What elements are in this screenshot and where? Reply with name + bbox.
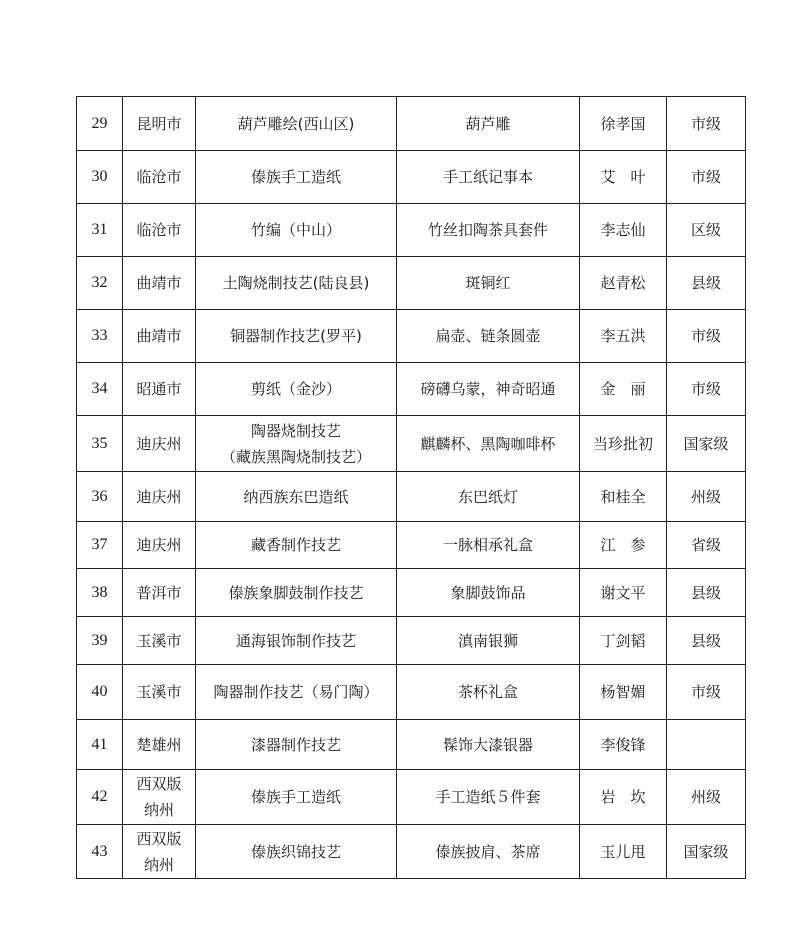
row-number-cell: 33 — [77, 310, 123, 363]
row-number-cell: 38 — [77, 569, 123, 617]
row-number-cell: 41 — [77, 720, 123, 770]
city-cell: 迪庆州 — [123, 416, 196, 472]
table-row — [77, 363, 746, 416]
row-number-cell: 31 — [77, 204, 123, 257]
row-number-cell: 35 — [77, 416, 123, 472]
table-row — [77, 720, 746, 770]
table-row — [77, 665, 746, 720]
heritage-item-cell — [196, 522, 397, 569]
level-cell: 县级 — [667, 569, 746, 617]
level-cell: 省级 — [667, 522, 746, 569]
city-cell — [123, 770, 196, 825]
level-cell: 国家级 — [667, 416, 746, 472]
inheritor-cell: 李五洪 — [580, 310, 667, 363]
heritage-item-cell — [196, 97, 397, 151]
level-cell: 州级 — [667, 472, 746, 522]
heritage-item-cell-line: 剪纸（金沙） — [250, 380, 341, 398]
inheritor-cell: 玉儿甩 — [580, 825, 667, 879]
inheritor-cell: 徐孝国 — [580, 97, 667, 151]
level-cell: 县级 — [667, 257, 746, 310]
heritage-item-cell-line: 葫芦雕绘(西山区) — [237, 114, 355, 133]
heritage-item-cell — [196, 720, 397, 770]
table-row — [77, 472, 746, 522]
heritage-item-cell — [196, 310, 397, 363]
row-number-cell: 30 — [77, 151, 123, 204]
city-cell: 曲靖市 — [123, 257, 196, 310]
product-cell: 磅礴乌蒙，神奇昭通 — [397, 363, 580, 416]
city-cell: 昭通市 — [123, 363, 196, 416]
row-number-cell: 34 — [77, 363, 123, 416]
inheritor-cell: 丁剑韬 — [580, 617, 667, 665]
heritage-item-cell-line: 陶器制作技艺（易门陶） — [213, 683, 379, 701]
level-cell: 区级 — [667, 204, 746, 257]
row-number-cell: 36 — [77, 472, 123, 522]
product-cell: 茶杯礼盒 — [397, 665, 580, 720]
level-cell: 国家级 — [667, 825, 746, 879]
heritage-item-cell-line: 傣族织锦技艺 — [250, 842, 341, 861]
row-number-cell: 39 — [77, 617, 123, 665]
product-cell: 象脚鼓饰品 — [397, 569, 580, 617]
table-row — [77, 310, 746, 363]
inheritor-cell: 李志仙 — [580, 204, 667, 257]
product-cell: 葫芦雕 — [397, 97, 580, 151]
city-cell: 昆明市 — [123, 97, 196, 151]
level-cell: 市级 — [667, 310, 746, 363]
inheritor-cell: 艾 叶 — [580, 151, 667, 204]
heritage-item-cell-line: 竹编（中山） — [250, 221, 341, 239]
city-cell-line: 西双版 — [136, 829, 182, 848]
city-cell: 曲靖市 — [123, 310, 196, 363]
heritage-item-cell-line: 傣族手工造纸 — [250, 788, 341, 806]
heritage-item-cell-line: 傣族手工造纸 — [250, 168, 341, 186]
product-cell: 扁壶、链条圆壶 — [397, 310, 580, 363]
inheritor-cell: 谢文平 — [580, 569, 667, 617]
city-cell — [123, 825, 196, 879]
level-cell — [667, 720, 746, 770]
table-row — [77, 416, 746, 472]
level-cell: 市级 — [667, 151, 746, 204]
city-cell-line: 纳州 — [143, 855, 174, 874]
row-number-cell: 29 — [77, 97, 123, 151]
table-row — [77, 257, 746, 310]
city-cell-line: 西双版 — [136, 775, 182, 793]
heritage-item-cell — [196, 204, 397, 257]
product-cell: 傣族披肩、茶席 — [397, 825, 580, 879]
product-cell: 斑铜红 — [397, 257, 580, 310]
heritage-item-cell — [196, 472, 397, 522]
inheritor-cell: 赵青松 — [580, 257, 667, 310]
table-row — [77, 569, 746, 617]
table-row — [77, 522, 746, 569]
city-cell: 迪庆州 — [123, 522, 196, 569]
inheritor-cell: 和桂全 — [580, 472, 667, 522]
heritage-item-cell-line: 通海银饰制作技艺 — [235, 631, 356, 650]
heritage-item-cell-line: 纳西族东巴造纸 — [243, 487, 349, 506]
heritage-item-cell-line: 漆器制作技艺 — [250, 735, 341, 754]
product-cell: 手工纸记事本 — [397, 151, 580, 204]
heritage-item-cell — [196, 257, 397, 310]
heritage-table — [76, 96, 746, 879]
inheritor-cell: 杨智媚 — [580, 665, 667, 720]
heritage-item-cell-line: 傣族象脚鼓制作技艺 — [228, 583, 364, 602]
row-number-cell: 42 — [77, 770, 123, 825]
row-number-cell: 37 — [77, 522, 123, 569]
product-cell: 一脉相承礼盒 — [397, 522, 580, 569]
heritage-item-cell — [196, 825, 397, 879]
level-cell: 市级 — [667, 97, 746, 151]
heritage-item-cell — [196, 617, 397, 665]
inheritor-cell: 岩 坎 — [580, 770, 667, 825]
city-cell: 楚雄州 — [123, 720, 196, 770]
inheritor-cell: 当珍批初 — [580, 416, 667, 472]
product-cell: 竹丝扣陶茶具套件 — [397, 204, 580, 257]
city-cell: 玉溪市 — [123, 617, 196, 665]
product-cell: 东巴纸灯 — [397, 472, 580, 522]
city-cell: 玉溪市 — [123, 665, 196, 720]
product-cell: 滇南银狮 — [397, 617, 580, 665]
city-cell: 临沧市 — [123, 204, 196, 257]
row-number-cell: 43 — [77, 825, 123, 879]
level-cell: 市级 — [667, 363, 746, 416]
level-cell: 州级 — [667, 770, 746, 825]
table-row — [77, 204, 746, 257]
heritage-item-cell — [196, 363, 397, 416]
city-cell-line: 纳州 — [143, 801, 174, 819]
city-cell: 普洱市 — [123, 569, 196, 617]
row-number-cell: 32 — [77, 257, 123, 310]
row-number-cell: 40 — [77, 665, 123, 720]
inheritor-cell: 金 丽 — [580, 363, 667, 416]
inheritor-cell: 李俊锋 — [580, 720, 667, 770]
level-cell: 市级 — [667, 665, 746, 720]
product-cell: 髹饰大漆银器 — [397, 720, 580, 770]
table-row — [77, 825, 746, 879]
city-cell: 临沧市 — [123, 151, 196, 204]
table-row — [77, 617, 746, 665]
heritage-item-cell — [196, 665, 397, 720]
heritage-item-cell — [196, 770, 397, 825]
heritage-item-cell — [196, 151, 397, 204]
heritage-item-cell-line: 陶器烧制技艺 — [250, 421, 341, 440]
inheritor-cell: 江 参 — [580, 522, 667, 569]
heritage-item-cell-line: 铜器制作技艺(罗平) — [230, 327, 362, 345]
heritage-item-cell-line: （藏族黑陶烧制技艺） — [220, 447, 371, 466]
table-row — [77, 151, 746, 204]
heritage-item-cell — [196, 416, 397, 472]
table-row — [77, 770, 746, 825]
product-cell: 麒麟杯、黑陶咖啡杯 — [397, 416, 580, 472]
level-cell: 县级 — [667, 617, 746, 665]
table-row — [77, 97, 746, 151]
heritage-item-cell-line: 藏香制作技艺 — [250, 536, 341, 554]
heritage-item-cell — [196, 569, 397, 617]
heritage-item-cell-line: 土陶烧制技艺(陆良县) — [222, 274, 370, 292]
product-cell: 手工造纸５件套 — [397, 770, 580, 825]
city-cell: 迪庆州 — [123, 472, 196, 522]
